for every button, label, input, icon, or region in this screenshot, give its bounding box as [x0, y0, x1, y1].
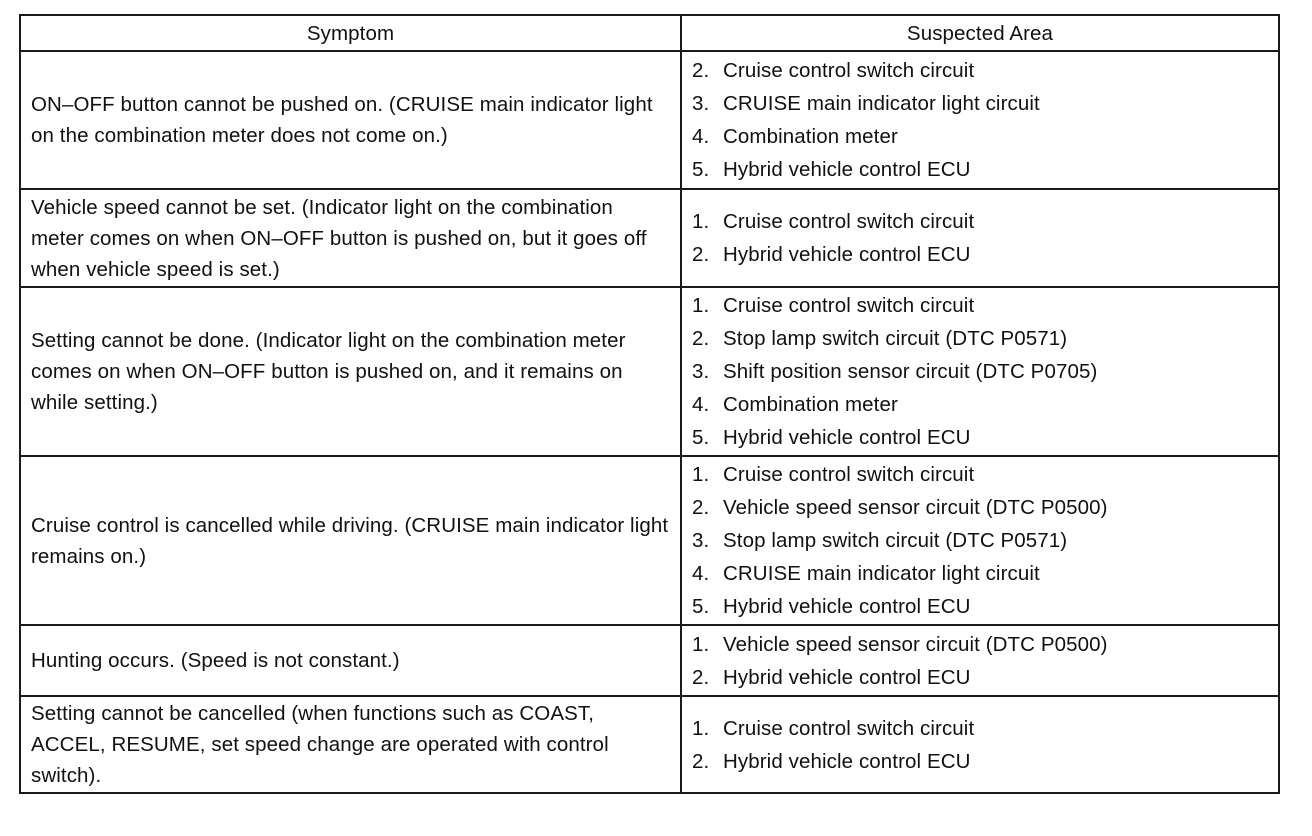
item-text: Stop lamp switch circuit (DTC P0571): [723, 529, 1068, 552]
list-item: [692, 153, 1268, 186]
header-symptom: Symptom: [20, 15, 681, 51]
item-text: Hybrid vehicle control ECU: [723, 426, 971, 449]
item-number: 2.: [692, 327, 710, 350]
item-text: Hybrid vehicle control ECU: [723, 749, 971, 773]
item-text: Hybrid vehicle control ECU: [723, 665, 971, 689]
list-item: [692, 120, 1268, 153]
list-item: [692, 238, 1268, 271]
suspected-area-list: [692, 205, 1268, 271]
item-text: Stop lamp switch circuit (DTC P0571): [723, 327, 1068, 350]
item-number: 2.: [692, 243, 710, 266]
item-number: 2.: [692, 59, 710, 82]
table-body: [20, 51, 1279, 793]
item-number: 5.: [692, 426, 710, 449]
table-row: [20, 625, 1279, 696]
suspected-area-list: [692, 458, 1268, 623]
suspected-area-cell: [681, 456, 1279, 625]
item-number: 1.: [692, 294, 710, 317]
suspected-area-cell: [681, 189, 1279, 287]
symptom-cell: Cruise control is cancelled while driving. (CRUISE main indicator light remains on.): [20, 456, 681, 625]
list-item: [692, 628, 1268, 661]
item-text: Combination meter: [723, 125, 898, 148]
list-item: [692, 421, 1268, 454]
suspected-area-list: [692, 712, 1268, 778]
item-number: 2.: [692, 496, 710, 519]
suspected-area-list: [692, 289, 1268, 454]
list-item: [692, 289, 1268, 322]
list-item: [692, 491, 1268, 524]
list-item: [692, 557, 1268, 590]
item-number: 3.: [692, 360, 710, 383]
symptom-cell: ON–OFF button cannot be pushed on. (CRUISE main indicator light on the combination meter does not come on.): [20, 51, 681, 189]
item-text: Cruise control switch circuit: [723, 463, 975, 486]
suspected-area-cell: [681, 51, 1279, 189]
item-text: Cruise control switch circuit: [723, 716, 975, 740]
item-text: Hybrid vehicle control ECU: [723, 158, 971, 181]
item-number: 3.: [692, 529, 710, 552]
symptom-cell: Setting cannot be done. (Indicator light on the combination meter comes on when ON–OFF button is pushed on, and it remains on while setting.): [20, 287, 681, 456]
list-item: [692, 54, 1268, 87]
item-number: 1.: [692, 463, 710, 486]
list-item: [692, 322, 1268, 355]
item-number: 5.: [692, 158, 710, 181]
table-row: [20, 696, 1279, 793]
list-item: [692, 712, 1268, 745]
item-number: 4.: [692, 393, 710, 416]
item-text: Cruise control switch circuit: [723, 59, 975, 82]
symptom-cell: Hunting occurs. (Speed is not constant.): [20, 625, 681, 696]
item-text: Cruise control switch circuit: [723, 294, 975, 317]
suspected-area-cell: [681, 625, 1279, 696]
item-number: 2.: [692, 749, 710, 773]
table-row: [20, 456, 1279, 625]
list-item: [692, 355, 1268, 388]
item-number: 3.: [692, 92, 710, 115]
list-item: [692, 458, 1268, 491]
item-number: 4.: [692, 562, 710, 585]
item-text: Hybrid vehicle control ECU: [723, 243, 971, 266]
suspected-area-cell: [681, 696, 1279, 793]
header-suspected-area: Suspected Area: [681, 15, 1279, 51]
table-row: [20, 189, 1279, 287]
item-text: CRUISE main indicator light circuit: [723, 562, 1040, 585]
table-row: [20, 287, 1279, 456]
item-number: 1.: [692, 632, 710, 656]
list-item: [692, 87, 1268, 120]
symptom-cell: Vehicle speed cannot be set. (Indicator light on the combination meter comes on when ON–OFF button is pushed on, but it goes off when vehicle speed is set.): [20, 189, 681, 287]
item-number: 5.: [692, 595, 710, 618]
item-number: 1.: [692, 210, 710, 233]
item-number: 1.: [692, 716, 710, 740]
header-row: [20, 15, 1279, 51]
item-text: Shift position sensor circuit (DTC P0705): [723, 360, 1098, 383]
item-text: Vehicle speed sensor circuit (DTC P0500): [723, 496, 1108, 519]
suspected-area-list: [692, 628, 1268, 694]
item-text: Hybrid vehicle control ECU: [723, 595, 971, 618]
item-text: Cruise control switch circuit: [723, 210, 975, 233]
table-header: [20, 15, 1279, 51]
suspected-area-list: [692, 54, 1268, 186]
item-number: 2.: [692, 665, 710, 689]
list-item: [692, 388, 1268, 421]
suspected-area-cell: [681, 287, 1279, 456]
item-text: Vehicle speed sensor circuit (DTC P0500): [723, 632, 1108, 656]
symptom-cell: Setting cannot be cancelled (when functions such as COAST, ACCEL, RESUME, set speed change are operated with control switch).: [20, 696, 681, 793]
list-item: [692, 661, 1268, 694]
list-item: [692, 745, 1268, 778]
table-row: [20, 51, 1279, 189]
item-number: 4.: [692, 125, 710, 148]
item-text: CRUISE main indicator light circuit: [723, 92, 1040, 115]
list-item: [692, 590, 1268, 623]
symptom-table: [19, 14, 1280, 794]
list-item: [692, 524, 1268, 557]
list-item: [692, 205, 1268, 238]
item-text: Combination meter: [723, 393, 898, 416]
